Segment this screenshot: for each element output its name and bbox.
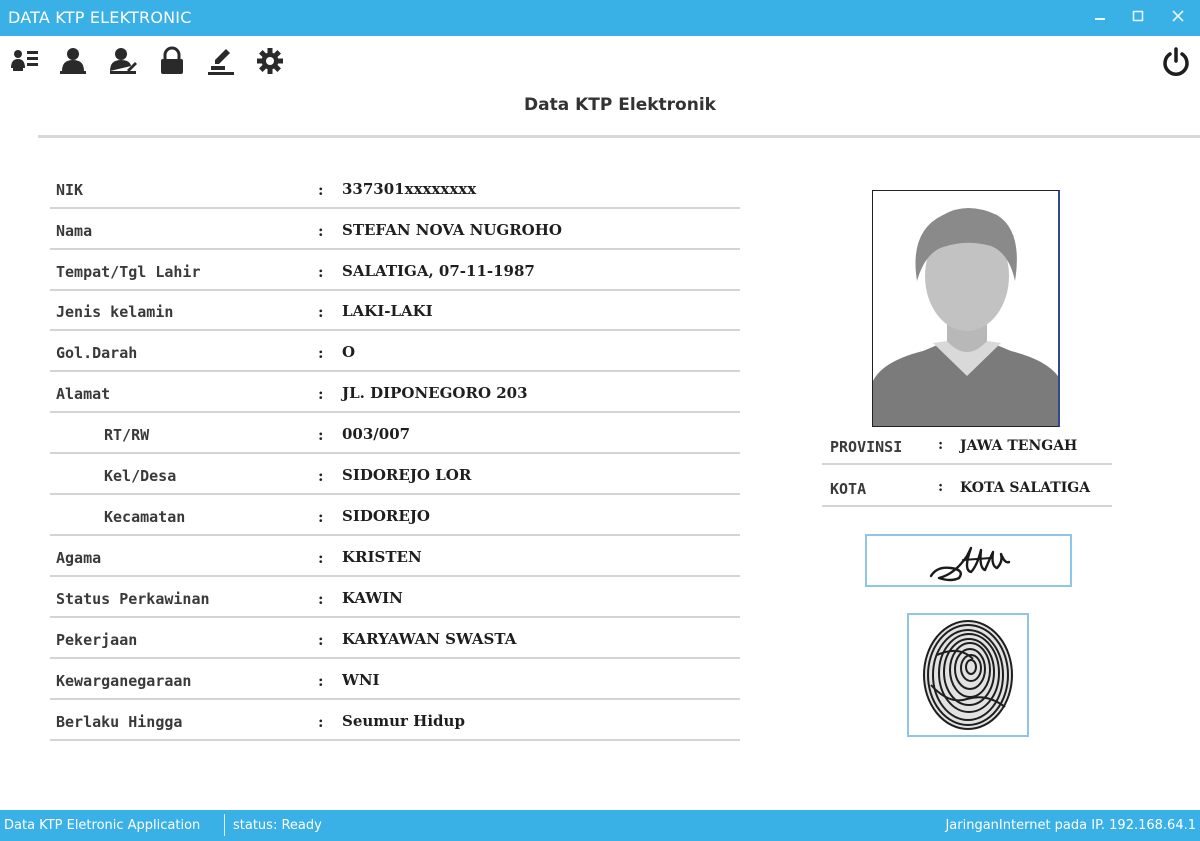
field-label: Alamat (56, 385, 111, 403)
field-row-pekerjaan (50, 618, 740, 659)
field-label: Status Perkawinan (56, 590, 210, 608)
field-row-rt-rw (50, 413, 740, 454)
fingerprint-icon (909, 615, 1027, 735)
field-value: WNI (342, 671, 380, 689)
field-label: Pekerjaan (56, 631, 138, 649)
stamp-button[interactable] (206, 46, 236, 76)
users-list-button[interactable] (10, 46, 40, 76)
provinsi-label: PROVINSI (830, 438, 903, 456)
field-colon: : (318, 467, 324, 485)
network-status: JaringanInternet pada IP. 192.168.64.1 (945, 818, 1196, 833)
stamp-icon (206, 46, 236, 76)
user-icon (58, 46, 88, 76)
maximize-button[interactable] (1126, 6, 1150, 30)
user-button[interactable] (58, 46, 88, 76)
field-row-tempat-tgl-lahir (50, 250, 740, 291)
field-label: Berlaku Hingga (56, 713, 183, 731)
field-colon: : (318, 385, 324, 403)
field-value: LAKI-LAKI (342, 302, 433, 320)
field-value: KAWIN (342, 589, 403, 607)
field-colon: : (318, 590, 324, 608)
field-value: KRISTEN (342, 548, 422, 566)
field-row-jenis-kelamin (50, 290, 740, 331)
kota-value: KOTA SALATIGA (960, 480, 1091, 496)
kota-row (822, 466, 1112, 507)
field-row-berlaku-hingga (50, 700, 740, 741)
field-colon: : (318, 508, 324, 526)
provinsi-row (822, 424, 1112, 465)
field-row-alamat (50, 372, 740, 413)
settings-button[interactable] (255, 46, 285, 76)
field-value: KARYAWAN SWASTA (342, 630, 517, 648)
title-bar (0, 0, 1200, 36)
field-value: 337301xxxxxxxx (342, 180, 477, 198)
field-label: Tempat/Tgl Lahir (56, 263, 201, 281)
field-colon: : (318, 549, 324, 567)
window-title: DATA KTP ELEKTRONIC (8, 8, 192, 27)
field-label: Kewarganegaraan (56, 672, 192, 690)
page-title: Data KTP Elektronik (524, 95, 716, 115)
field-value: SIDOREJO (342, 507, 430, 525)
field-row-nama (50, 209, 740, 250)
field-colon: : (318, 303, 324, 321)
field-label: Kel/Desa (104, 467, 177, 485)
lock-button[interactable] (157, 46, 187, 76)
status-text: status: Ready (233, 818, 322, 833)
field-label: NIK (56, 181, 84, 199)
field-colon: : (318, 181, 324, 199)
field-label: Nama (56, 222, 93, 240)
close-icon (1172, 10, 1184, 22)
kota-label: KOTA (830, 480, 867, 498)
field-label: Jenis kelamin (56, 303, 174, 321)
field-row-kecamatan (50, 495, 740, 536)
minimize-icon (1094, 10, 1106, 22)
title-divider (38, 135, 1200, 138)
field-row-kel-desa (50, 454, 740, 495)
signature-icon (867, 536, 1070, 585)
field-value: 003/007 (342, 425, 411, 443)
status-app-name: Data KTP Eletronic Application (4, 818, 201, 833)
id-photo (872, 190, 1060, 427)
field-value: Seumur Hidup (342, 712, 465, 730)
field-label: Gol.Darah (56, 344, 138, 362)
field-colon: : (318, 222, 324, 240)
status-bar (0, 810, 1200, 841)
provinsi-value: JAWA TENGAH (960, 438, 1078, 454)
status-separator (224, 814, 225, 836)
field-colon: : (318, 344, 324, 362)
field-row-kewarganegaraan (50, 659, 740, 700)
minimize-button[interactable] (1088, 6, 1112, 30)
users-list-icon (10, 46, 40, 76)
maximize-icon (1132, 10, 1144, 22)
field-row-nik (50, 168, 740, 209)
field-value: JL. DIPONEGORO 203 (342, 384, 528, 402)
field-label: Agama (56, 549, 102, 567)
close-button[interactable] (1166, 6, 1190, 30)
user-edit-icon (108, 46, 138, 76)
field-row-gol-darah (50, 331, 740, 372)
field-colon: : (938, 479, 944, 495)
field-colon: : (938, 437, 944, 453)
user-edit-button[interactable] (108, 46, 138, 76)
field-colon: : (318, 713, 324, 731)
field-value: O (342, 343, 356, 361)
field-row-agama (50, 536, 740, 577)
field-row-status-perkawinan (50, 577, 740, 618)
lock-icon (157, 46, 187, 76)
field-colon: : (318, 263, 324, 281)
fingerprint-box (907, 613, 1029, 737)
power-icon (1160, 46, 1192, 78)
field-label: RT/RW (104, 426, 150, 444)
field-colon: : (318, 631, 324, 649)
field-value: STEFAN NOVA NUGROHO (342, 221, 562, 239)
field-colon: : (318, 672, 324, 690)
field-colon: : (318, 426, 324, 444)
power-button[interactable] (1160, 46, 1192, 78)
signature-box (865, 534, 1072, 587)
field-value: SIDOREJO LOR (342, 466, 472, 484)
field-value: SALATIGA, 07-11-1987 (342, 262, 535, 280)
gear-icon (255, 46, 285, 76)
field-label: Kecamatan (104, 508, 186, 526)
person-silhouette-icon (873, 191, 1060, 427)
